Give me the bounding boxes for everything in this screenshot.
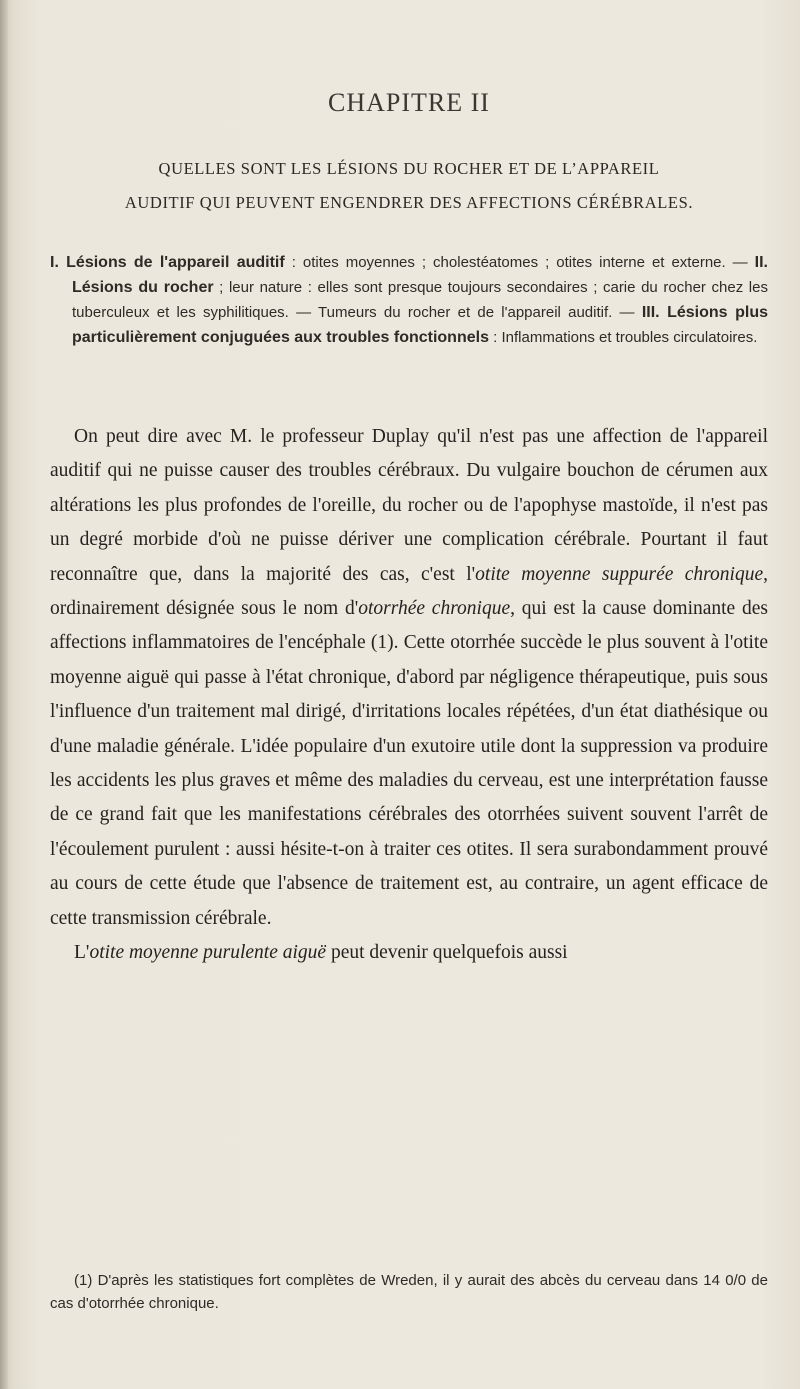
body-p1-part-a: On peut dire avec M. le professeur Duplay qu'il n'est pas une affection de l'appareil auditif qui ne puisse causer des troubles cérébraux. Du vulgaire bouchon de cérumen aux altérations les plus profondes de l'oreille, du rocher ou de l'apophyse mastoïde, il n'est pas un degré morbide d'où ne puisse dériver une complication cérébrale. Pourtant il faut reconnaître que, dans la majorité des cas, c'est l'	[50, 426, 768, 585]
footnote	[50, 1269, 768, 1315]
chapter-title: CHAPITRE II	[328, 88, 490, 117]
footnote-text: (1) D'après les statistiques fort complètes de Wreden, il y aurait des abcès du cerveau dans 14 0/0 de cas d'otorrhée chronique.	[50, 1272, 768, 1312]
chapter-heading-line-1: QUELLES SONT LES LÉSIONS DU ROCHER ET DE L’APPAREIL	[158, 159, 660, 178]
summary-section-2-text: ; leur nature : elles sont presque toujours secondaires ; carie du rocher chez les tuberculeux et les syphilitiques. — Tumeurs du rocher et de l'appareil auditif. —	[72, 279, 768, 321]
body-text	[50, 420, 768, 971]
chapter-heading-line-2: AUDITIF QUI PEUVENT ENGENDRER DES AFFECTIONS CÉRÉBRALES.	[124, 193, 694, 212]
body-paragraph-1	[50, 420, 768, 936]
summary-section-3-text: : Inflammations et troubles circulatoires.	[488, 329, 758, 346]
body-p2-pre: L'	[74, 942, 90, 964]
body-p2-italic: otite moyenne purulente aiguë	[89, 942, 327, 964]
summary-section-2-head: II. Lésions du rocher	[72, 254, 768, 296]
body-p2-post: peut devenir quelquefois aussi	[326, 942, 568, 964]
summary-section-1-text: : otites moyennes ; cholestéatomes ; otites interne et externe. —	[284, 254, 755, 271]
summary-paragraph	[50, 250, 768, 350]
body-p1-part-b: , ordinairement désignée sous le nom d'	[50, 563, 768, 620]
chapter-summary	[50, 250, 768, 350]
body-p1-italic-1: otite moyenne suppurée chronique	[475, 563, 764, 585]
summary-section-3-head: III. Lésions plus particulièrement conjuguées aux troubles fonctionnels	[72, 304, 768, 346]
book-gutter-shadow	[0, 0, 8, 1389]
body-p1-part-c: , qui est la cause dominante des affections inflammatoires de l'encéphale (1). Cette otorrhée succède le plus souvent à l'otite moyenne aiguë qui passe à l'état chronique, d'abord par négligence thérapeutique, puis sous l'influence d'un traitement mal dirigé, d'irritations locales répétées, d'un état diathésique ou d'une maladie générale. L'idée populaire d'un exutoire utile dont la suppression va produire les accidents les plus graves et même des maladies du cerveau, est une interprétation fausse de ce grand fait que les manifestations cérébrales des otorrhées suivent souvent l'arrêt de l'écoulement purulent : aussi hésite-t-on à traiter ces otites. Il sera surabondamment prouvé au cours de cette étude que l'absence de traitement est, au contraire, un agent efficace de cette transmission cérébrale.	[50, 598, 768, 929]
summary-section-1-head: I. Lésions de l'appareil auditif	[50, 254, 285, 271]
body-paragraph-2	[50, 936, 768, 970]
chapter-heading	[50, 152, 768, 220]
body-p1-italic-2: otorrhée chronique	[358, 598, 511, 620]
